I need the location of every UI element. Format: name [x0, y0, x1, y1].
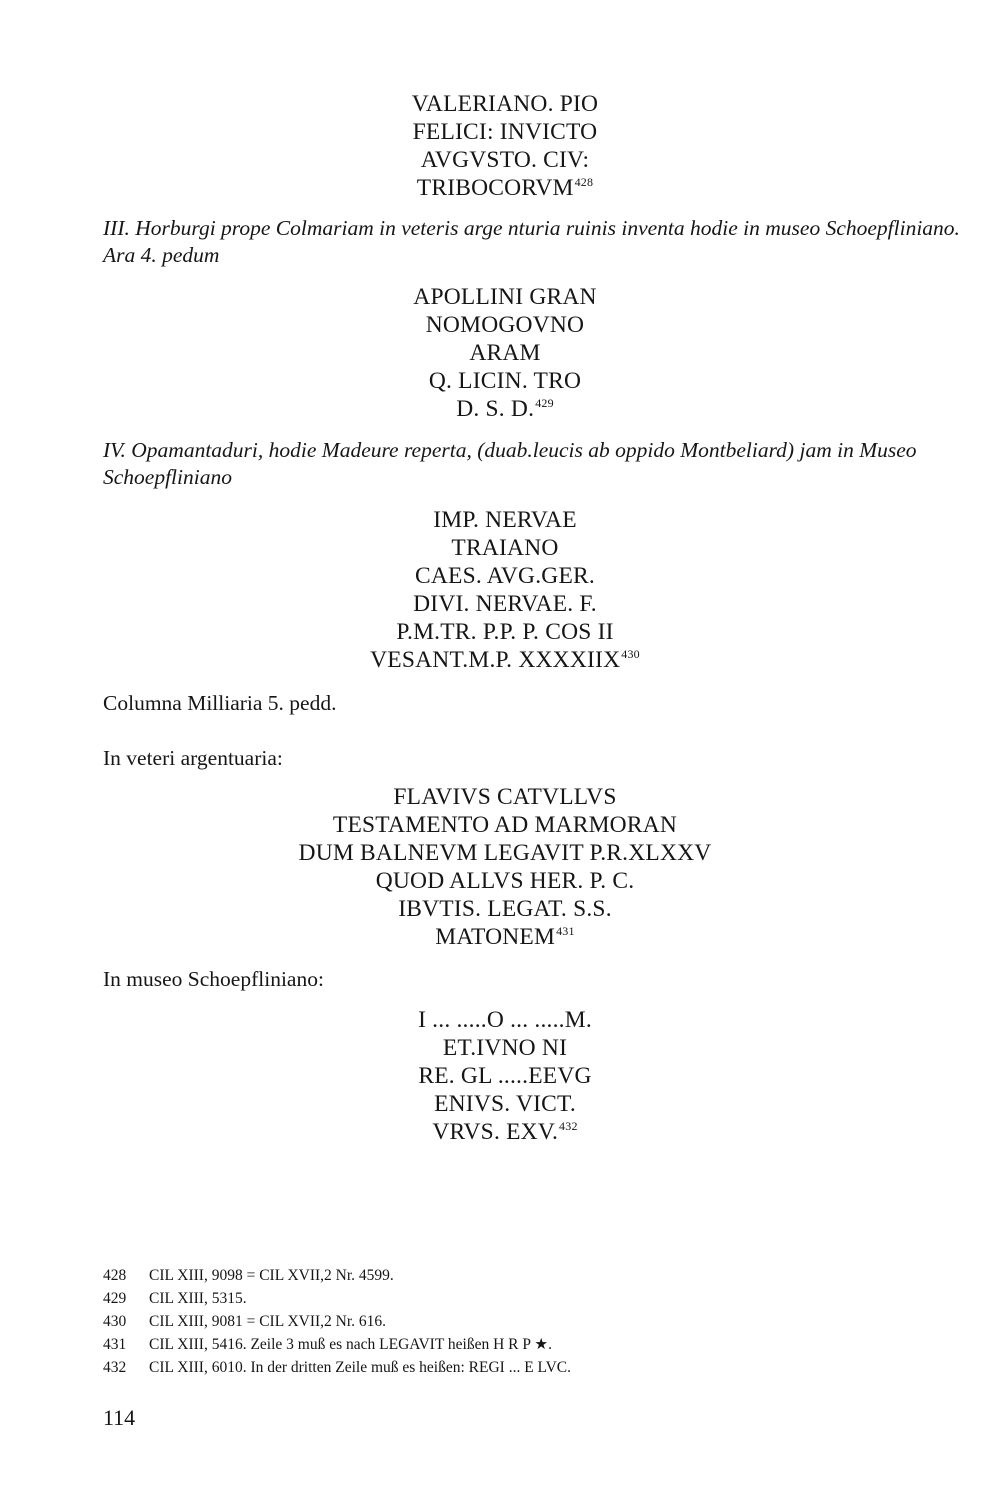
inscription-line	[330, 646, 680, 674]
inscription-apollini	[330, 283, 680, 423]
inscription-valeriano	[330, 90, 680, 202]
footnote-text: CIL XIII, 9098 = CIL XVII,2 Nr. 4599.	[149, 1267, 394, 1284]
inscription-line: DIVI. NERVAE. F.	[413, 591, 597, 617]
inscription-line: Q. LICIN. TRO	[428, 368, 582, 394]
inscription-line: FELICI: INVICTO	[412, 119, 598, 145]
page-number: 114	[103, 1405, 136, 1430]
footnote-number: 431	[103, 1336, 127, 1353]
inscription-line: ENIVS. VICT.	[434, 1091, 576, 1117]
inscription-line: TESTAMENTO AD MARMORAN	[332, 812, 678, 838]
inscription-line	[330, 174, 680, 202]
inscription-line	[330, 395, 680, 423]
inscription-line-text: D. S. D.	[456, 396, 535, 422]
inscription-line	[330, 1118, 680, 1146]
inscription-flavius	[250, 783, 760, 951]
inscription-line-text: MATONEM	[435, 924, 556, 950]
inscription-line-text: TRIBOCORVM	[416, 175, 574, 201]
inscription-line: IMP. NERVAE	[433, 507, 577, 533]
inscription-line	[250, 923, 760, 951]
inscription-line: QUOD ALLVS HER. P. C.	[375, 868, 635, 894]
inscription-line: FLAVIVS CATVLLVS	[393, 784, 617, 810]
note-veteri-argentuaria: In veteri argentuaria:	[103, 746, 283, 770]
inscription-line: CAES. AVG.GER.	[415, 563, 595, 589]
footnote	[103, 1333, 571, 1356]
inscription-nervae	[330, 506, 680, 674]
footnote-reference: 431	[556, 924, 575, 938]
inscription-line-text: VRVS. EXV.	[432, 1119, 559, 1145]
footnote-number: 430	[103, 1313, 127, 1330]
footnote-text: CIL XIII, 9081 = CIL XVII,2 Nr. 616.	[149, 1313, 387, 1330]
footnote	[103, 1287, 571, 1310]
inscription-line: APOLLINI GRAN	[413, 284, 597, 310]
footnote-reference: 428	[574, 175, 594, 189]
footnote-text: CIL XIII, 5416. Zeile 3 muß es nach LEGAVIT heißen H R P ★.	[149, 1336, 553, 1353]
inscription-line: ET.IVNO NI	[442, 1035, 568, 1061]
inscription-line: IBVTIS. LEGAT. S.S.	[398, 896, 612, 922]
inscription-line: AVGVSTO. CIV:	[420, 147, 590, 173]
inscription-line: RE. GL .....EEVG	[418, 1063, 592, 1089]
footnote-number: 428	[103, 1267, 127, 1284]
footnotes	[103, 1264, 571, 1379]
inscription-line-text: VESANT.M.P. XXXXIIX	[370, 647, 621, 673]
inscription-line: TRAIANO	[451, 535, 559, 561]
note-museo-schoepfliniano: In museo Schoepfliniano:	[103, 967, 324, 991]
note-columna-milliaria: Columna Milliaria 5. pedd.	[103, 691, 337, 715]
inscription-line: I ... .....O ... .....M.	[418, 1007, 592, 1033]
footnote	[103, 1310, 571, 1333]
inscription-line: P.M.TR. P.P. P. COS II	[396, 619, 614, 645]
caption-opamantaduri: IV. Opamantaduri, hodie Madeure reperta, (duab.leucis ab oppido Montbeliard) jam in Museo Schoepfliniano	[103, 438, 917, 489]
inscription-line: ARAM	[469, 340, 541, 366]
footnote-text: CIL XIII, 6010. In der dritten Zeile muß es heißen: REGI ... E LVC.	[149, 1359, 571, 1376]
inscription-iuno	[330, 1006, 680, 1146]
footnote	[103, 1264, 571, 1287]
inscription-line: NOMOGOVNO	[425, 312, 585, 338]
inscription-line: VALERIANO. PIO	[411, 91, 599, 117]
inscription-line: DUM BALNEVM LEGAVIT P.R.XLXXV	[298, 840, 712, 866]
footnote-reference: 430	[621, 647, 640, 661]
footnote-text: CIL XIII, 5315.	[149, 1290, 247, 1307]
footnote-reference: 432	[559, 1119, 578, 1133]
footnote-reference: 429	[535, 396, 554, 410]
footnote-number: 432	[103, 1359, 127, 1376]
footnote-number: 429	[103, 1290, 127, 1307]
caption-horburgi: III. Horburgi prope Colmariam in veteris arge nturia ruinis inventa hodie in museo Schoepfliniano. Ara 4. pedum	[103, 216, 960, 267]
footnote	[103, 1356, 571, 1379]
